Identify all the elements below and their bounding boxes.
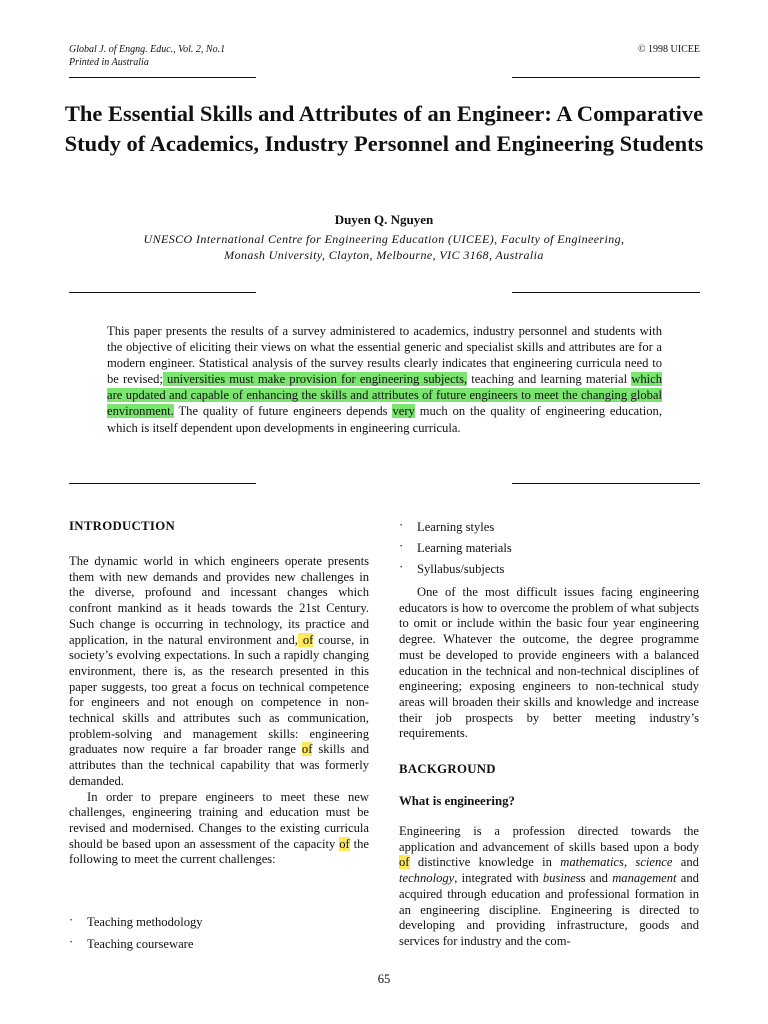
list-item-text: Learning materials — [417, 541, 512, 555]
right-paragraph-1: One of the most difficult issues facing engineering educators is how to overcome the problem of what subjects to omit or include within the basic four year engineering degree. Whatever the outcome, the degree programme must be developed to provide engineers with a balanced education in the technical and non-technical disciplines of engineering; exposing engineers to non-technical study areas will broaden their skills and knowledge and increase their job prospects by better meeting industry’s requirements. — [399, 585, 699, 741]
left-column-body — [69, 554, 369, 868]
italic-term: science — [635, 855, 673, 870]
subsection-heading: What is engineering? — [399, 794, 515, 808]
body-text: skills and attributes than the technical capability that was formerly demanded. — [69, 742, 370, 788]
abstract-text: teaching and learning material — [467, 372, 632, 387]
italic-term: technology — [399, 871, 455, 886]
bullet-icon: · — [399, 518, 404, 532]
abstract — [107, 323, 662, 436]
header-rule-right — [512, 77, 700, 78]
header-rule-left — [69, 77, 256, 78]
body-text: The dynamic world in which engineers operate presents them with new demands and provides new challenges in the diverse, profound and incessant changes which confront mankind as it heads towards the 21st Century. Such change is occurring in technology, its practice and application, in the natural environment and, — [69, 554, 369, 647]
printed-location: Printed in Australia — [69, 57, 149, 68]
body-text: and acquired through education and professional formation in an engineering discipline. Engineering is directed to developing and providing infrastructure, goods and services for industry and the com- — [399, 871, 699, 948]
bullet-icon: · — [399, 560, 404, 574]
section-heading-introduction: INTRODUCTION — [69, 519, 175, 533]
body-text: the following to meet the current challenges: — [69, 836, 369, 867]
journal-citation: Global J. of Engng. Educ., Vol. 2, No.1 — [69, 44, 226, 55]
abstract-rule-top-right — [512, 292, 700, 293]
author-name: Duyen Q. Nguyen — [334, 212, 434, 227]
body-text: ss and — [575, 871, 613, 886]
body-text: , — [623, 855, 636, 870]
abstract-rule-bottom-left — [69, 483, 256, 484]
abstract-text: This paper presents the results of a survey administered to academics, industry personnel and students with the objective of eliciting their views on what the essential generic and specialist skills and attributes are for a modern engineer. Statistical analysis of the survey results clearly indicates that engineering curricula need to be revised; — [107, 324, 662, 387]
highlight-green: universities must make provision for engineering subjects, — [162, 372, 468, 387]
bullet-icon: · — [69, 913, 74, 927]
highlight-yellow: of — [297, 632, 314, 647]
body-text: and — [672, 855, 699, 870]
list-item-text: Learning styles — [417, 520, 495, 534]
highlight-yellow: of — [301, 742, 313, 757]
body-text: , integrated with — [454, 871, 543, 886]
page-number: 65 — [377, 972, 391, 986]
paper-title: The Essential Skills and Attributes of an Engineer: A Comparative Study of Academics, Industry Personnel and Engineering Students — [64, 101, 704, 156]
section-heading-background: BACKGROUND — [399, 762, 496, 776]
body-text: distinctive knowledge in — [409, 855, 561, 870]
intro-paragraph-2 — [69, 790, 369, 869]
highlight-green: which are updated and capable of enhancing the skills and attributes of future engineers to meet the changing global environment. — [107, 372, 663, 419]
affiliation-line-1: UNESCO International Centre for Engineering Education (UICEE), Faculty of Engineering, — [143, 232, 625, 246]
author-affiliation — [90, 231, 678, 263]
bullet-icon: · — [69, 935, 74, 949]
body-text: course, in society’s evolving expectations. In such a rapidly changing environment, there is, as the research presented in this paper suggests, too great a focus on technical competence for engineers and not enough on competence in non-technical skills and attributes such as communication, problem-solving and management skills: engineering graduates now require a far broader range — [69, 632, 370, 757]
abstract-text: The quality of future engineers depends — [173, 404, 393, 419]
body-text: In order to prepare engineers to meet these new challenges, engineering training and education must be revised and modernised. Changes to the existing curricula should be based upon an assessment of the capacity — [69, 789, 369, 851]
italic-term: management — [612, 871, 677, 886]
abstract-rule-bottom-right — [512, 483, 700, 484]
highlight-yellow: of — [399, 855, 410, 870]
abstract-text: much on the quality of engineering education, which is itself dependent upon developments in engineering curricula. — [107, 404, 663, 435]
intro-paragraph-1 — [69, 554, 369, 790]
highlight-green: very — [392, 404, 415, 419]
copyright-notice: © 1998 UICEE — [637, 44, 700, 55]
bullet-icon: · — [399, 539, 404, 553]
body-text: Engineering is a profession directed towards the application and advancement of skills based upon a body — [399, 824, 699, 854]
list-item-text: Teaching courseware — [87, 937, 194, 951]
highlight-yellow: of — [339, 836, 350, 851]
list-item-text: Teaching methodology — [87, 915, 203, 929]
right-paragraph-2 — [399, 824, 699, 950]
italic-term: mathematics — [560, 855, 624, 870]
affiliation-line-2: Monash University, Clayton, Melbourne, VIC 3168, Australia — [224, 248, 544, 262]
abstract-rule-top-left — [69, 292, 256, 293]
list-item-text: Syllabus/subjects — [417, 562, 505, 576]
italic-term: busine — [542, 871, 576, 886]
